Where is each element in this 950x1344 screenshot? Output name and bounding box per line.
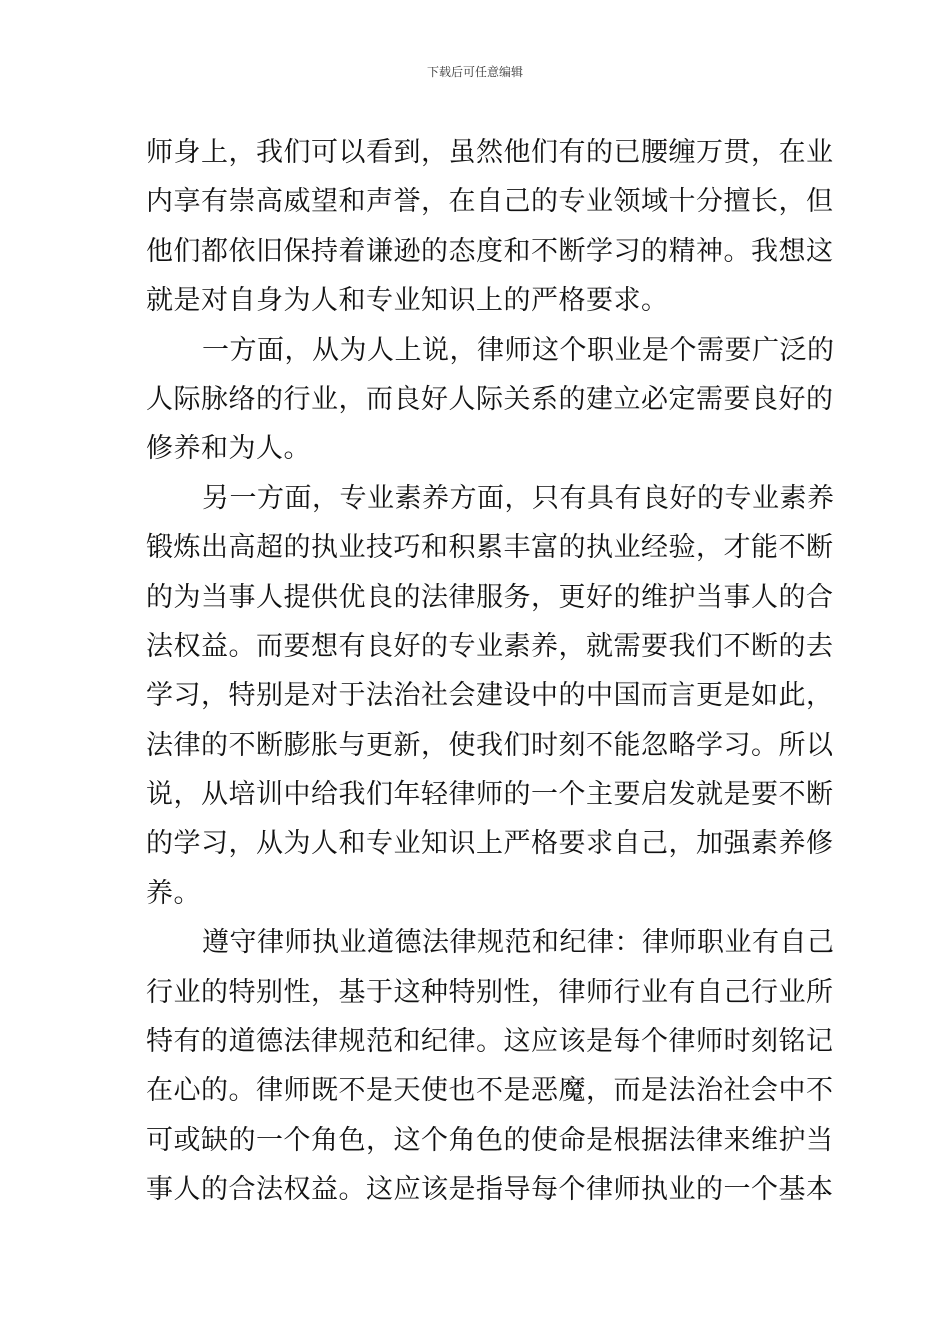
text-line: 修养和为人。 bbox=[146, 433, 311, 465]
text-line: 说，从培训中给我们年轻律师的一个主要启发就是要不断 bbox=[146, 779, 834, 811]
text-line: 师身上，我们可以看到，虽然他们有的已腰缠万贯，在业 bbox=[146, 137, 834, 168]
text-line: 特有的道德法律规范和纪律。这应该是每个律师时刻铭记 bbox=[146, 1026, 834, 1058]
text-line: 锻炼出高超的执业技巧和积累丰富的执业经验，才能不断 bbox=[146, 532, 834, 564]
text-line: 遵守律师执业道德法律规范和纪律：律师职业有自己 bbox=[202, 927, 835, 959]
text-line: 法权益。而要想有良好的专业素养，就需要我们不断的去 bbox=[146, 630, 834, 662]
text-line: 他们都依旧保持着谦逊的态度和不断学习的精神。我想这 bbox=[146, 235, 834, 267]
text-line: 的学习，从为人和专业知识上严格要求自己，加强素养修 bbox=[146, 828, 834, 860]
page-header: 下载后可任意编辑 bbox=[426, 65, 523, 79]
text-line: 养。 bbox=[146, 877, 201, 909]
text-line: 人际脉络的行业，而良好人际关系的建立必定需要良好的 bbox=[146, 383, 834, 415]
document-body bbox=[146, 128, 835, 1215]
text-line: 另一方面，专业素养方面，只有具有良好的专业素养 bbox=[202, 482, 835, 514]
text-line: 在心的。律师既不是天使也不是恶魔，而是法治社会中不 bbox=[146, 1075, 834, 1107]
text-line: 可或缺的一个角色，这个角色的使命是根据法律来维护当 bbox=[146, 1124, 834, 1156]
text-line: 内享有崇高威望和声誉，在自己的专业领域十分擅长，但 bbox=[146, 186, 834, 218]
text-line: 学习，特别是对于法治社会建设中的中国而言更是如此， bbox=[146, 680, 834, 712]
text-line: 的为当事人提供优良的法律服务，更好的维护当事人的合 bbox=[146, 581, 834, 613]
text-line: 事人的合法权益。这应该是指导每个律师执业的一个基本 bbox=[146, 1174, 834, 1206]
text-line: 行业的特别性，基于这种特别性，律师行业有自己行业所 bbox=[146, 976, 834, 1008]
text-line: 就是对自身为人和专业知识上的严格要求。 bbox=[146, 285, 669, 317]
paragraph-1 bbox=[146, 128, 834, 326]
paragraph-3 bbox=[146, 474, 835, 919]
paragraph-4 bbox=[146, 918, 835, 1214]
paragraph-2 bbox=[146, 326, 835, 474]
text-line: 一方面，从为人上说，律师这个职业是个需要广泛的 bbox=[202, 334, 835, 366]
text-line: 法律的不断膨胀与更新，使我们时刻不能忽略学习。所以 bbox=[146, 729, 834, 761]
